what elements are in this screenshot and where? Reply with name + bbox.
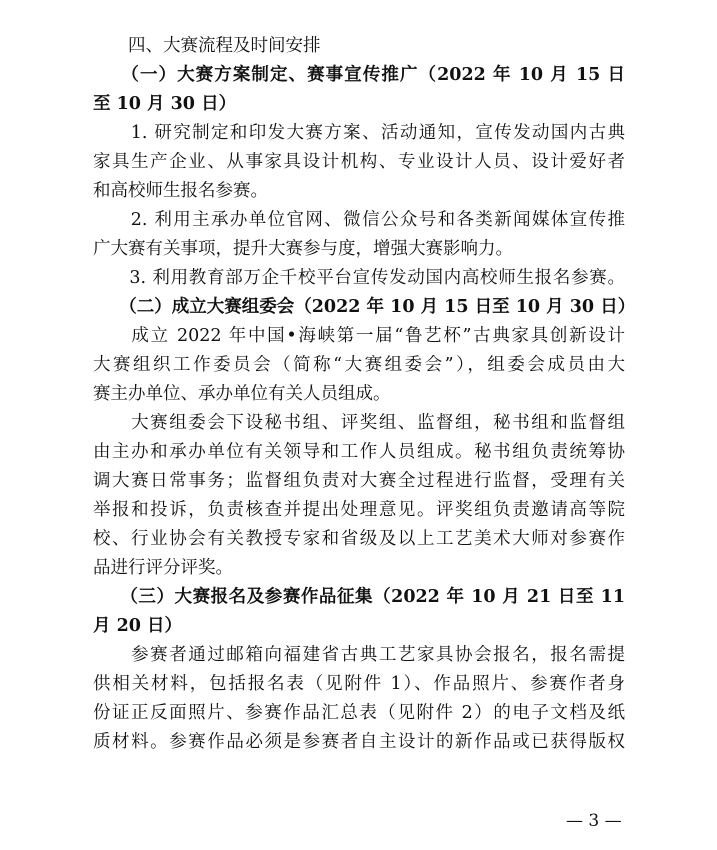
paragraph-line: 参赛者通过邮箱向福建省古典工艺家具协会报名，报名需提 <box>93 645 625 665</box>
paragraph-line: 2. 利用主承办单位官网、微信公众号和各类新闻媒体宣传推 <box>93 210 625 230</box>
subsection-title: 月 20 日） <box>93 616 183 636</box>
paragraph-line: 校、行业协会有关教授专家和省级及以上工艺美术大师对参赛作 <box>93 529 625 549</box>
paragraph-line: 成立 2022 年中国•海峡第一届“鲁艺杯”古典家具创新设计 <box>93 326 625 346</box>
paragraph-line: 广大赛有关事项，提升大赛参与度，增强大赛影响力。 <box>93 239 513 259</box>
subsection-title: （二）成立大赛组委会（2022 年 10 月 15 日至 10 月 30 日） <box>93 297 636 317</box>
paragraph-line: 1. 研究制定和印发大赛方案、活动通知，宣传发动国内古典 <box>93 123 625 143</box>
page-number: — 3 — <box>566 811 622 831</box>
paragraph-line: 赛主办单位、承办单位有关人员组成。 <box>93 384 391 404</box>
paragraph-line: 举报和投诉，负责核查并提出处理意见。评奖组负责邀请高等院 <box>93 500 625 520</box>
paragraph-line: 大赛组委会下设秘书组、评奖组、监督组，秘书组和监督组 <box>93 413 625 433</box>
paragraph-line: 品进行评分评奖。 <box>93 558 233 578</box>
subsection-title: （一）大赛方案制定、赛事宣传推广（2022 年 10 月 15 日 <box>93 65 625 85</box>
document-body <box>93 32 636 757</box>
paragraph-line: 供相关材料，包括报名表（见附件 1）、作品照片、参赛作者身 <box>93 674 625 694</box>
paragraph-line: 家具生产企业、从事家具设计机构、专业设计人员、设计爱好者 <box>93 152 625 172</box>
paragraph-line: 份证正反面照片、参赛作品汇总表（见附件 2）的电子文档及纸 <box>93 703 625 723</box>
paragraph-line: 3. 利用教育部万企千校平台宣传发动国内高校师生报名参赛。 <box>93 268 625 288</box>
paragraph-line: 质材料。参赛作品必须是参赛者自主设计的新作品或已获得版权 <box>93 732 625 752</box>
subsection-title: （三）大赛报名及参赛作品征集（2022 年 10 月 21 日至 11 <box>93 587 625 607</box>
paragraph-line: 和高校师生报名参赛。 <box>93 181 268 201</box>
paragraph-line: 调大赛日常事务；监督组负责对大赛全过程进行监督，受理有关 <box>93 471 625 491</box>
subsection-title: 至 10 月 30 日） <box>93 94 237 114</box>
paragraph-line: 大赛组织工作委员会（简称“大赛组委会”），组委会成员由大 <box>93 355 625 375</box>
section-heading: 四、大赛流程及时间安排 <box>93 36 321 56</box>
paragraph-line: 由主办和承办单位有关领导和工作人员组成。秘书组负责统筹协 <box>93 442 625 462</box>
